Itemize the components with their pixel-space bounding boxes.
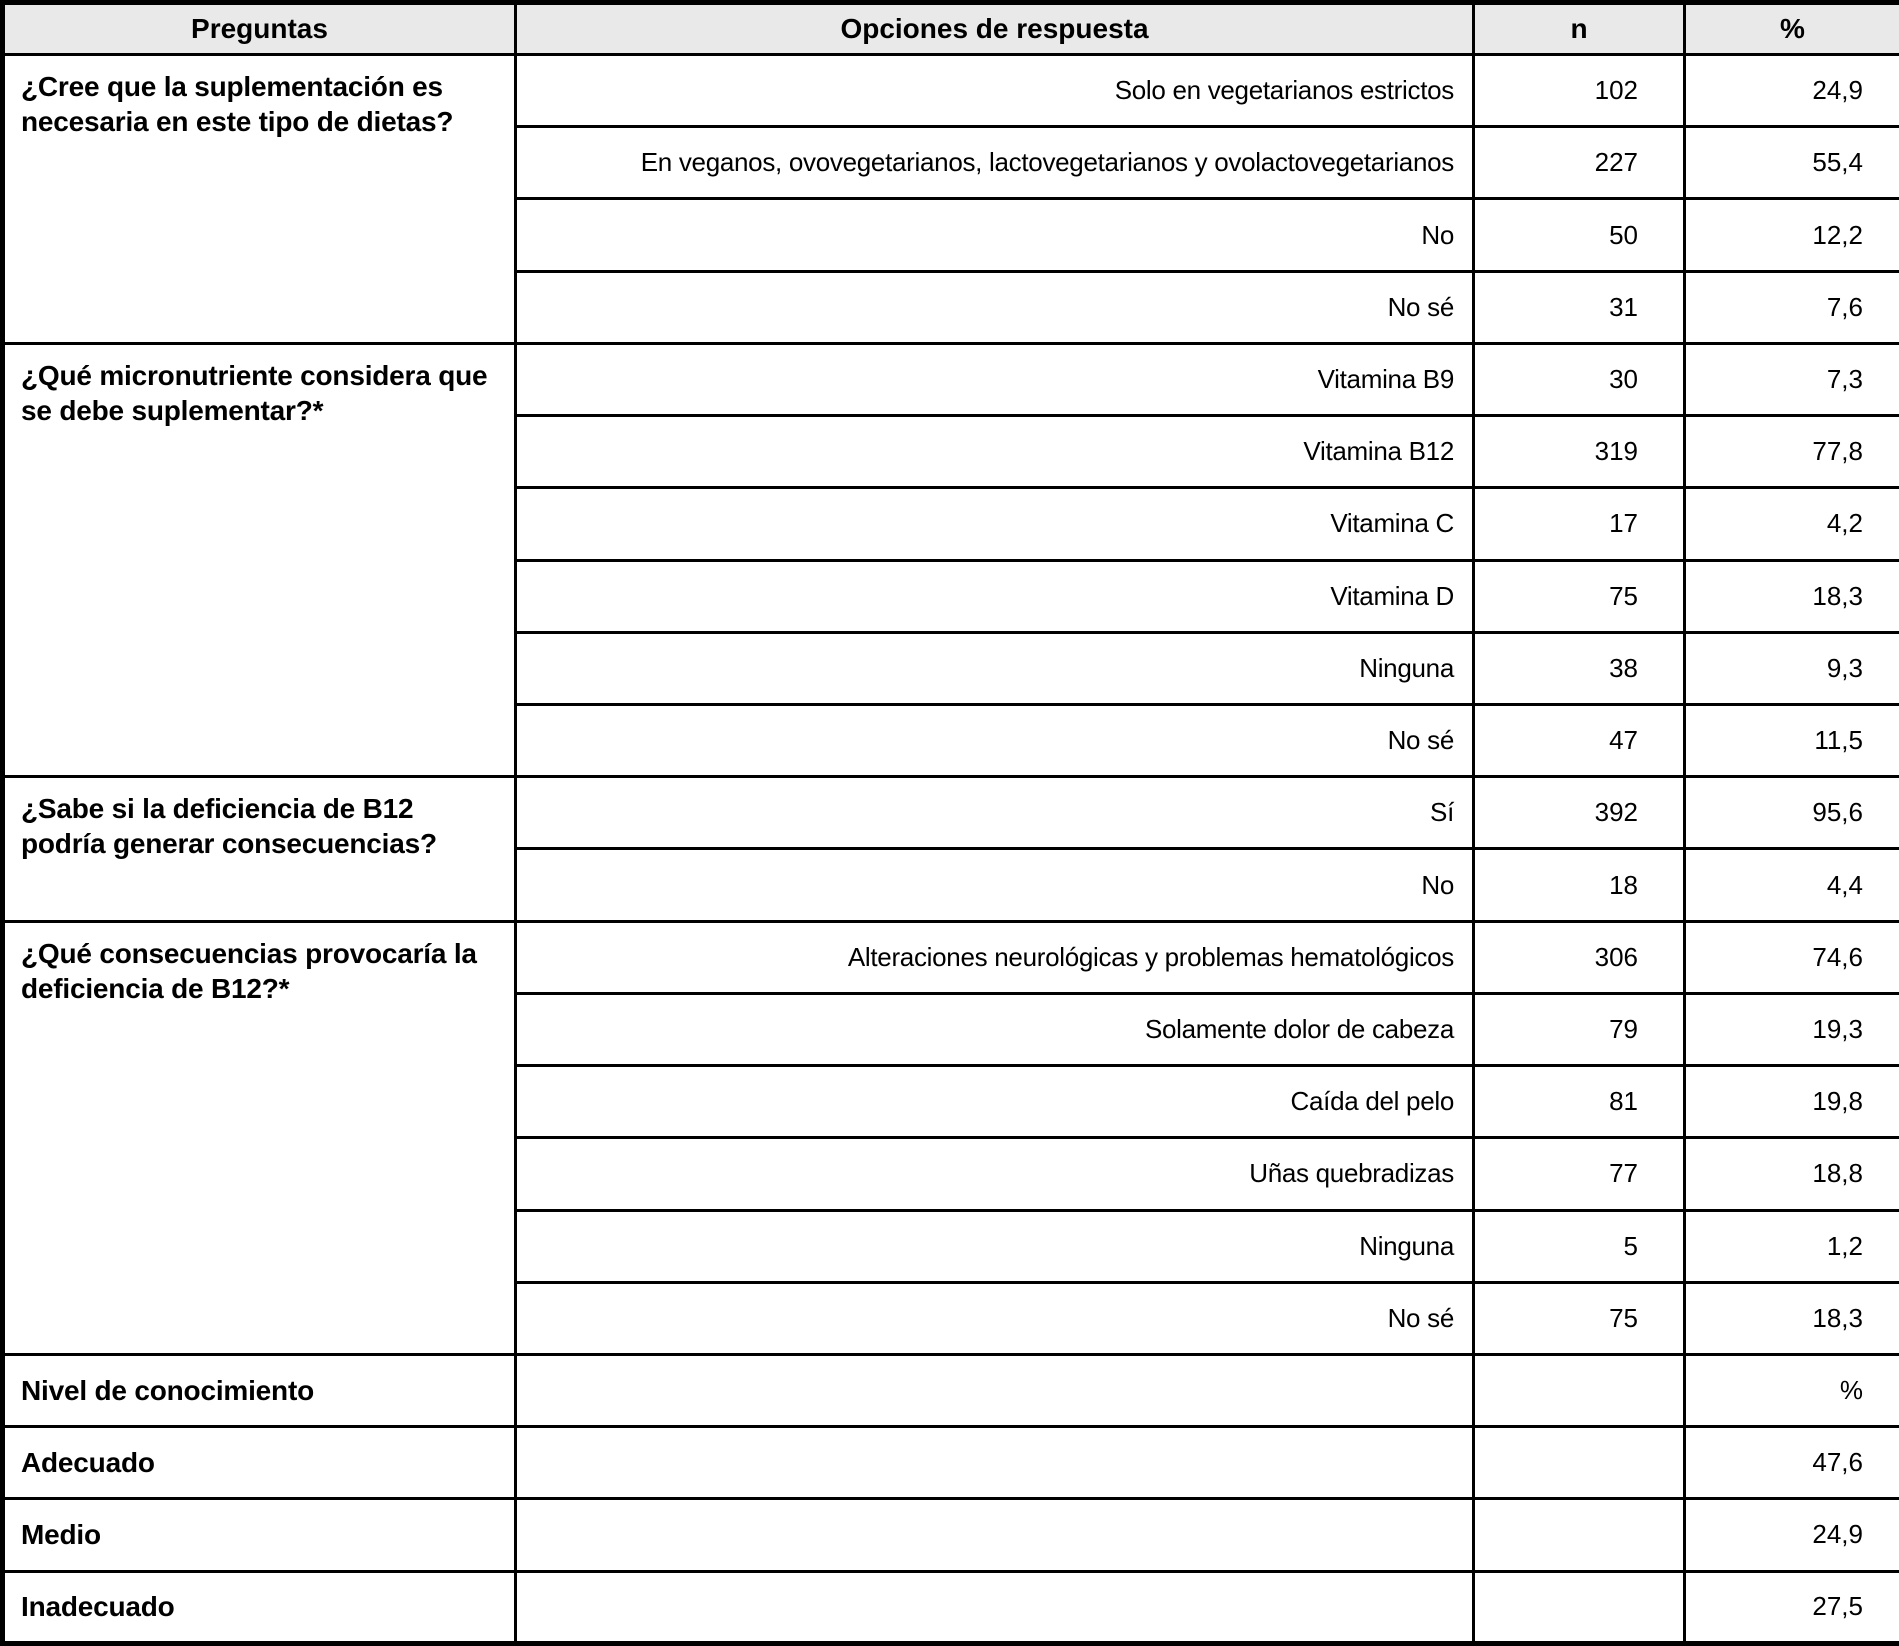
- option-cell: En veganos, ovovegetarianos, lactovegetarianos y ovolactovegetarianos: [516, 127, 1474, 199]
- option-cell: Uñas quebradizas: [516, 1138, 1474, 1210]
- header-row: [3, 3, 1899, 55]
- pct-cell: 7,3: [1685, 343, 1899, 415]
- question-cell: ¿Qué consecuencias provocaría la deficiencia de B12?*: [3, 921, 516, 1354]
- table-row: [3, 55, 1899, 127]
- table-row: [3, 1499, 1899, 1571]
- level-label-cell: Medio: [3, 1499, 516, 1571]
- option-cell: Vitamina B9: [516, 343, 1474, 415]
- empty-option-cell: [516, 1354, 1474, 1426]
- pct-cell: 47,6: [1685, 1427, 1899, 1499]
- pct-cell: 4,4: [1685, 849, 1899, 921]
- pct-cell: 7,6: [1685, 271, 1899, 343]
- n-cell: 30: [1474, 343, 1685, 415]
- option-cell: Caída del pelo: [516, 1066, 1474, 1138]
- table-row: [3, 343, 1899, 415]
- option-cell: Ninguna: [516, 1210, 1474, 1282]
- level-label-cell: Inadecuado: [3, 1571, 516, 1643]
- pct-cell: 55,4: [1685, 127, 1899, 199]
- table-row: [3, 777, 1899, 849]
- option-cell: No sé: [516, 704, 1474, 776]
- empty-n-cell: [1474, 1427, 1685, 1499]
- empty-n-cell: [1474, 1354, 1685, 1426]
- option-cell: Vitamina B12: [516, 416, 1474, 488]
- question-cell: ¿Qué micronutriente considera que se debe suplementar?*: [3, 343, 516, 776]
- n-cell: 81: [1474, 1066, 1685, 1138]
- level-label-cell: Adecuado: [3, 1427, 516, 1499]
- n-cell: 75: [1474, 1282, 1685, 1354]
- n-cell: 18: [1474, 849, 1685, 921]
- option-cell: Alteraciones neurológicas y problemas hematológicos: [516, 921, 1474, 993]
- empty-n-cell: [1474, 1571, 1685, 1643]
- option-cell: Vitamina C: [516, 488, 1474, 560]
- header-preguntas: Preguntas: [3, 3, 516, 55]
- option-cell: Sí: [516, 777, 1474, 849]
- pct-cell: 95,6: [1685, 777, 1899, 849]
- table-row: [3, 1427, 1899, 1499]
- n-cell: 75: [1474, 560, 1685, 632]
- n-cell: 227: [1474, 127, 1685, 199]
- pct-cell: 19,8: [1685, 1066, 1899, 1138]
- pct-cell: 74,6: [1685, 921, 1899, 993]
- n-cell: 47: [1474, 704, 1685, 776]
- option-cell: Vitamina D: [516, 560, 1474, 632]
- pct-cell: 9,3: [1685, 632, 1899, 704]
- option-cell: No sé: [516, 1282, 1474, 1354]
- question-cell: ¿Sabe si la deficiencia de B12 podría generar consecuencias?: [3, 777, 516, 921]
- pct-cell: 77,8: [1685, 416, 1899, 488]
- pct-cell: 11,5: [1685, 704, 1899, 776]
- pct-cell: 18,3: [1685, 1282, 1899, 1354]
- empty-option-cell: [516, 1571, 1474, 1643]
- pct-cell: 4,2: [1685, 488, 1899, 560]
- pct-cell: 18,8: [1685, 1138, 1899, 1210]
- table-row: [3, 921, 1899, 993]
- n-cell: 77: [1474, 1138, 1685, 1210]
- question-cell: ¿Cree que la suplementación es necesaria en este tipo de dietas?: [3, 55, 516, 344]
- n-cell: 31: [1474, 271, 1685, 343]
- option-cell: No: [516, 199, 1474, 271]
- n-cell: 319: [1474, 416, 1685, 488]
- level-title-cell: Nivel de conocimiento: [3, 1354, 516, 1426]
- option-cell: Solamente dolor de cabeza: [516, 993, 1474, 1065]
- pct-cell: 27,5: [1685, 1571, 1899, 1643]
- header-n: n: [1474, 3, 1685, 55]
- option-cell: Ninguna: [516, 632, 1474, 704]
- pct-cell: 19,3: [1685, 993, 1899, 1065]
- pct-cell: %: [1685, 1354, 1899, 1426]
- header-opciones: Opciones de respuesta: [516, 3, 1474, 55]
- pct-cell: 1,2: [1685, 1210, 1899, 1282]
- pct-cell: 24,9: [1685, 55, 1899, 127]
- option-cell: No sé: [516, 271, 1474, 343]
- n-cell: 5: [1474, 1210, 1685, 1282]
- n-cell: 50: [1474, 199, 1685, 271]
- n-cell: 392: [1474, 777, 1685, 849]
- n-cell: 102: [1474, 55, 1685, 127]
- n-cell: 79: [1474, 993, 1685, 1065]
- table-row: [3, 1571, 1899, 1643]
- empty-option-cell: [516, 1427, 1474, 1499]
- header-pct: %: [1685, 3, 1899, 55]
- empty-n-cell: [1474, 1499, 1685, 1571]
- option-cell: Solo en vegetarianos estrictos: [516, 55, 1474, 127]
- option-cell: No: [516, 849, 1474, 921]
- n-cell: 17: [1474, 488, 1685, 560]
- table-row: [3, 1354, 1899, 1426]
- pct-cell: 12,2: [1685, 199, 1899, 271]
- pct-cell: 18,3: [1685, 560, 1899, 632]
- empty-option-cell: [516, 1499, 1474, 1571]
- n-cell: 38: [1474, 632, 1685, 704]
- n-cell: 306: [1474, 921, 1685, 993]
- pct-cell: 24,9: [1685, 1499, 1899, 1571]
